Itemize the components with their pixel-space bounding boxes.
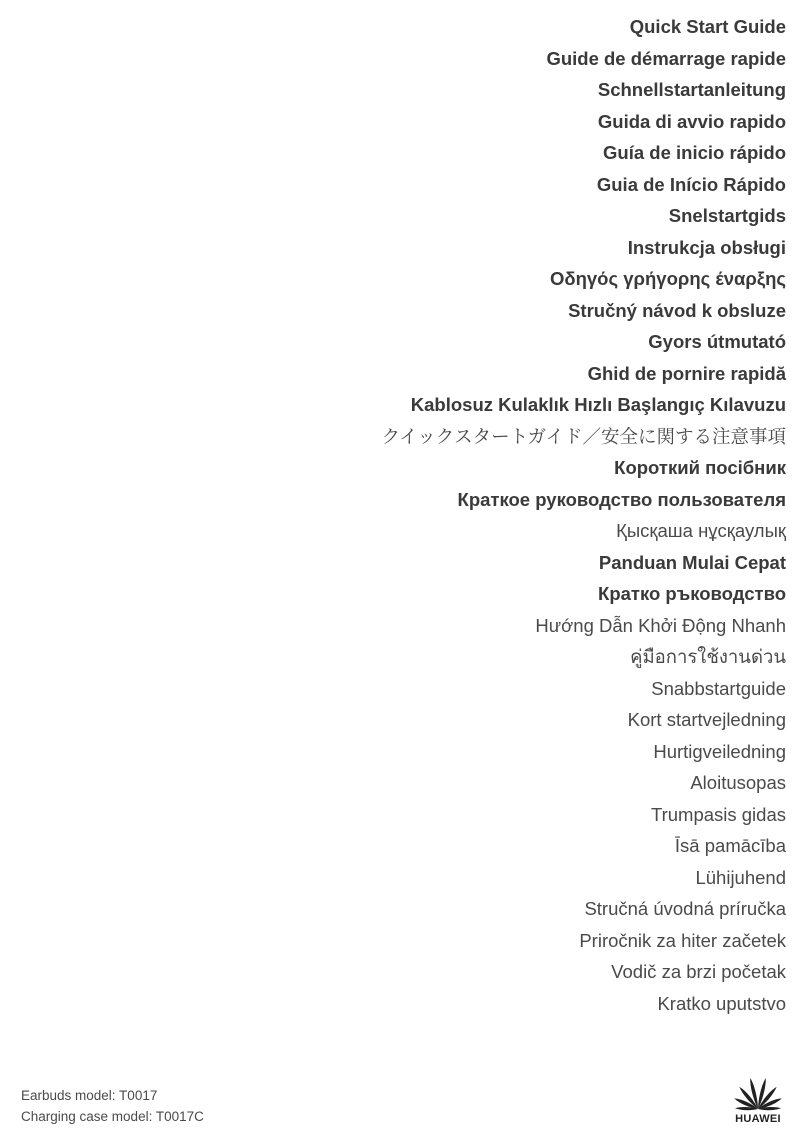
guide-title: Lühijuhend [695, 866, 786, 888]
guide-title: Stručná úvodná príručka [584, 898, 786, 919]
guide-title: Kort startvejledning [627, 709, 786, 730]
guide-title-list [26, 11, 786, 1019]
guide-title: Kablosuz Kulaklık Hızlı Başlangıç Kılavuzu [410, 394, 786, 415]
model-info [21, 1085, 204, 1127]
guide-title: Snabbstartguide [651, 677, 786, 699]
guide-title: Snelstartgids [668, 205, 786, 226]
guide-title: Stručný návod k obsluze [568, 299, 786, 321]
guide-title: Οδηγός γρήγορης έναρξης [549, 268, 786, 289]
brand-name: HUAWEI [735, 1113, 781, 1125]
guide-title: Quick Start Guide [629, 16, 786, 37]
guide-title: Instrukcja obsługi [627, 236, 786, 258]
guide-title: Guide de démarrage rapide [546, 47, 786, 69]
guide-title: Aloitusopas [690, 772, 786, 793]
guide-title: クイックスタートガイド／安全に関する注意事項 [381, 425, 786, 447]
guide-title: Guida di avvio rapido [597, 110, 786, 132]
guide-title: Gyors útmutató [648, 331, 786, 352]
guide-title: Schnellstartanleitung [597, 79, 786, 100]
guide-title: Краткое руководство пользователя [457, 488, 786, 510]
charging-case-model-text: Charging case model: T0017C [21, 1109, 204, 1124]
guide-title: Priročnik za hiter začetek [579, 929, 786, 951]
guide-title: Guia de Início Rápido [596, 173, 786, 195]
guide-title: Panduan Mulai Cepat [598, 551, 786, 573]
guide-title: Trumpasis gidas [650, 803, 786, 825]
guide-title: Кратко ръководство [598, 583, 786, 604]
huawei-petal-logo-icon [729, 1067, 787, 1111]
earbuds-model-text: Earbuds model: T0017 [21, 1088, 158, 1103]
guide-title: Қысқаша нұсқаулық [616, 520, 786, 541]
huawei-logo [728, 1067, 788, 1129]
guide-title: Hướng Dẫn Khởi Động Nhanh [535, 614, 786, 636]
guide-title: Guía de inicio rápido [603, 142, 786, 163]
guide-title: คู่มือการใช้งานด่วน [630, 646, 786, 667]
guide-title: Ghid de pornire rapidă [587, 362, 786, 384]
guide-title: Vodič za brzi početak [611, 961, 786, 982]
guide-title: Hurtigveiledning [653, 740, 786, 762]
guide-title: Короткий посібник [614, 457, 786, 478]
guide-title: Īsā pamācība [674, 835, 786, 856]
guide-title: Kratko uputstvo [657, 992, 786, 1014]
